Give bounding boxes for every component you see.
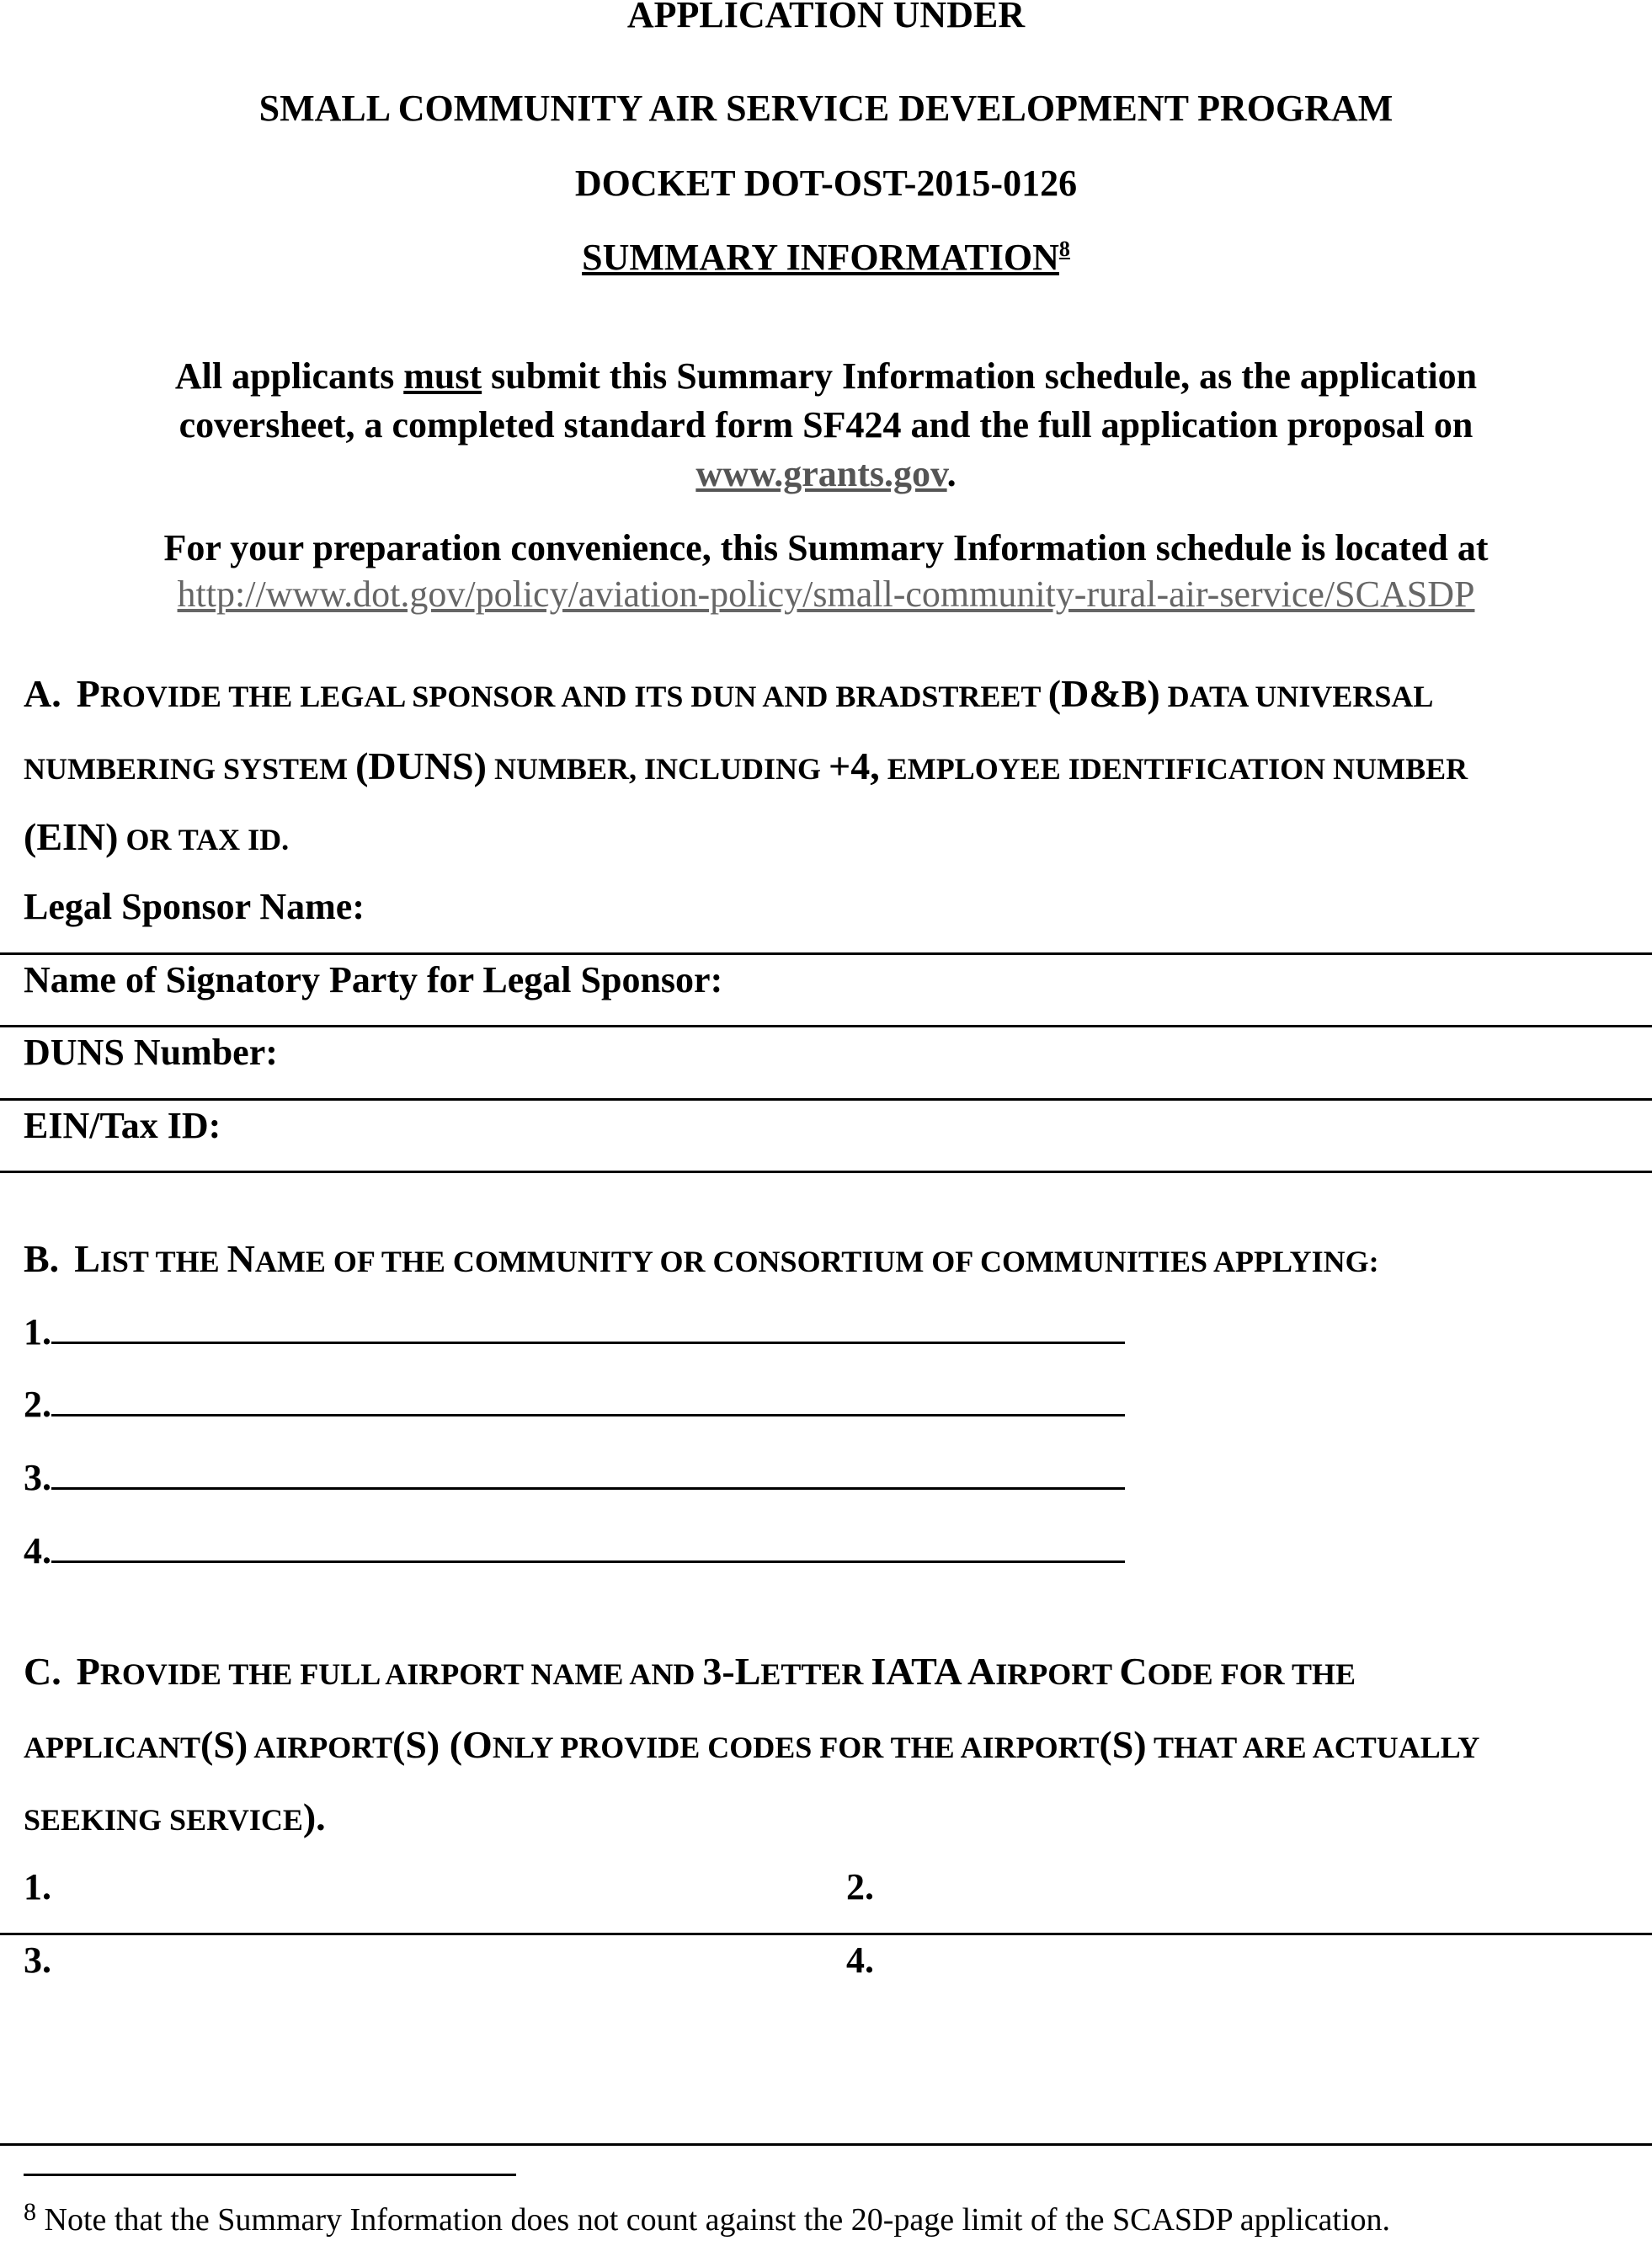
signatory-party-field[interactable]: Name of Signatory Party for Legal Sponsor:	[24, 959, 723, 1000]
section-a-letter: A.	[24, 672, 61, 715]
intro-paragraph-1	[84, 352, 1568, 499]
section-a-heading-line-3	[24, 814, 289, 859]
heading-text: ETTER	[760, 1657, 871, 1691]
header-line-2: SMALL COMMUNITY AIR SERVICE DEVELOPMENT PROGRAM	[258, 88, 1394, 129]
divider	[0, 1025, 1652, 1027]
heading-text: ROVIDE THE FULL AIRPORT NAME AND	[99, 1657, 703, 1691]
heading-text: NUMBER, INCLUDING	[486, 752, 829, 786]
divider	[0, 1171, 1652, 1173]
heading-text: NUMBERING SYSTEM	[24, 752, 356, 786]
heading-text: P	[76, 1650, 100, 1693]
scasdp-url-link[interactable]	[0, 573, 1652, 616]
heading-text: OR TAX ID.	[118, 823, 290, 856]
airport-item-1[interactable]: 1.	[24, 1866, 51, 1907]
header-line-1: APPLICATION UNDER	[626, 0, 1026, 35]
item-number: 2.	[24, 1384, 51, 1425]
item-number: 1.	[24, 1311, 51, 1352]
intro-paragraph-2: For your preparation convenience, this Summary Information schedule is located at	[163, 527, 1489, 568]
heading-text: SEEKING SERVICE	[24, 1803, 303, 1837]
header-docket: DOCKET DOT-OST-2015-0126	[574, 163, 1078, 204]
heading-text: (S) (O	[392, 1723, 493, 1766]
community-item-2[interactable]	[24, 1382, 1125, 1426]
heading-text: (S)	[1099, 1723, 1147, 1766]
footnote	[24, 2198, 1390, 2238]
community-item-4[interactable]	[24, 1528, 1125, 1572]
divider	[0, 1933, 1652, 1935]
heading-text: P	[76, 672, 100, 715]
heading-text: DATA UNIVERSAL	[1159, 680, 1434, 713]
heading-text: AME OF THE COMMUNITY OR CONSORTIUM OF COMMUNITIES APPLYING:	[254, 1245, 1379, 1278]
heading-text: L	[74, 1237, 100, 1280]
heading-text: EMPLOYEE IDENTIFICATION NUMBER	[879, 752, 1468, 786]
section-a-heading-line-2	[24, 744, 1468, 788]
section-a-heading-line-1	[24, 671, 1433, 716]
section-b-letter: B.	[24, 1237, 60, 1280]
page-title-text: SUMMARY INFORMATION	[582, 237, 1059, 278]
community-item-3[interactable]	[24, 1455, 1125, 1499]
airport-item-3[interactable]: 3.	[24, 1939, 51, 1981]
scasdp-url-text[interactable]: http://www.dot.gov/policy/aviation-policy/small-community-rural-air-service/SCASDP	[177, 574, 1475, 615]
intro-text: .	[946, 453, 957, 494]
intro-text: All applicants	[174, 355, 404, 397]
section-b-heading	[24, 1236, 1379, 1281]
intro-text: submit this Summary Information schedule, as the application coversheet, a completed standard form SF424 and the full application proposal on	[179, 355, 1478, 445]
duns-number-field[interactable]: DUNS Number:	[24, 1032, 278, 1073]
footnote-ref[interactable]: 8	[1058, 237, 1070, 261]
community-item-1[interactable]	[24, 1310, 1125, 1353]
page-title	[0, 236, 1652, 279]
section-c-heading-line-3	[24, 1795, 326, 1839]
community-input-1[interactable]	[51, 1310, 1125, 1344]
footnote-number: 8	[24, 2198, 36, 2226]
item-number: 3.	[24, 1457, 51, 1498]
grants-gov-link[interactable]: www.grants.gov	[695, 453, 947, 494]
footnote-rule	[24, 2174, 516, 2176]
heading-text: IATA A	[871, 1650, 996, 1693]
divider	[0, 952, 1652, 955]
heading-text: (S)	[200, 1723, 248, 1766]
divider	[0, 1098, 1652, 1101]
ein-tax-id-field[interactable]: EIN/Tax ID:	[24, 1105, 221, 1146]
heading-text: IST THE	[99, 1245, 227, 1278]
heading-text: IRPORT	[995, 1657, 1120, 1691]
heading-text: AIRPORT	[248, 1731, 393, 1764]
section-c-heading-line-2	[24, 1722, 1479, 1767]
community-input-2[interactable]	[51, 1382, 1125, 1416]
heading-text: +4,	[828, 744, 880, 787]
heading-text: 3-L	[702, 1650, 761, 1693]
heading-text: NLY PROVIDE CODES FOR THE AIRPORT	[492, 1731, 1100, 1764]
heading-text: ).	[302, 1795, 326, 1838]
must-emphasis: must	[403, 355, 482, 397]
airport-item-4[interactable]: 4.	[846, 1939, 874, 1981]
section-c-heading-line-1	[24, 1649, 1356, 1694]
heading-text: ROVIDE THE LEGAL SPONSOR AND ITS DUN AND BRADSTREET	[99, 680, 1048, 713]
heading-text: (DUNS)	[355, 744, 487, 787]
item-number: 4.	[24, 1530, 51, 1571]
airport-item-2[interactable]: 2.	[846, 1866, 874, 1907]
heading-text: (D&B)	[1047, 672, 1160, 715]
heading-text: APPLICANT	[24, 1731, 201, 1764]
divider	[0, 2143, 1652, 2146]
heading-text: C	[1119, 1650, 1148, 1693]
heading-text: N	[226, 1237, 255, 1280]
heading-text: ODE FOR THE	[1147, 1657, 1356, 1691]
section-c-letter: C.	[24, 1650, 61, 1693]
community-input-3[interactable]	[51, 1455, 1125, 1490]
footnote-text: Note that the Summary Information does not count against the 20-page limit of the SCASDP application.	[36, 2202, 1391, 2238]
heading-text: THAT ARE ACTUALLY	[1146, 1731, 1480, 1764]
community-input-4[interactable]	[51, 1528, 1125, 1563]
legal-sponsor-name-field[interactable]: Legal Sponsor Name:	[24, 886, 365, 927]
heading-text: (EIN)	[24, 815, 119, 858]
